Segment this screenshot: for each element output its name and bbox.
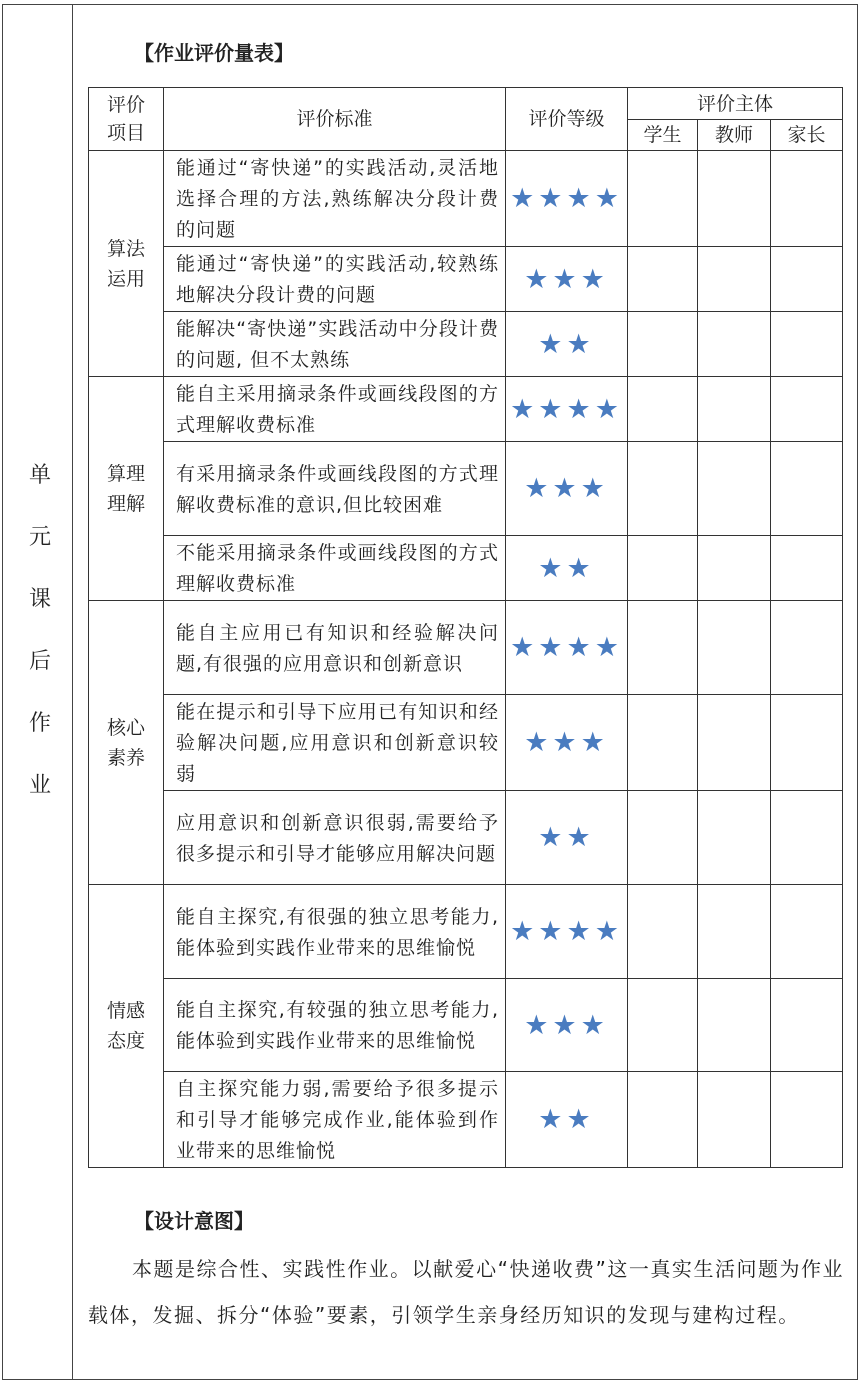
grade-stars: ★★★★ [506, 885, 628, 979]
teacher-cell[interactable] [698, 791, 771, 885]
header-grade: 评价等级 [506, 88, 628, 151]
criteria-cell: 自主探究能力弱,需要给予很多提示和引导才能够完成作业,能体验到作业带来的思维愉悦 [164, 1072, 506, 1168]
parent-cell[interactable] [771, 151, 843, 247]
column-divider [72, 4, 73, 1380]
teacher-cell[interactable] [698, 377, 771, 442]
criteria-cell: 能通过“寄快递”的实践活动,灵活地选择合理的方法,熟练解决分段计费的问题 [164, 151, 506, 247]
teacher-cell[interactable] [698, 151, 771, 247]
parent-cell[interactable] [771, 979, 843, 1072]
student-cell[interactable] [628, 979, 698, 1072]
criteria-cell: 能自主探究,有很强的独立思考能力,能体验到实践作业带来的思维愉悦 [164, 885, 506, 979]
side-char: 单 [28, 463, 51, 488]
parent-cell[interactable] [771, 791, 843, 885]
criteria-cell: 能通过“寄快递”的实践活动,较熟练地解决分段计费的问题 [164, 247, 506, 312]
header-criteria: 评价标准 [164, 88, 506, 151]
teacher-cell[interactable] [698, 979, 771, 1072]
grade-stars: ★★★ [506, 247, 628, 312]
item-label: 算法 运用 [89, 151, 164, 377]
side-char: 作 [28, 711, 51, 736]
side-label [20, 445, 60, 817]
parent-cell[interactable] [771, 695, 843, 791]
design-intent-text: 本题是综合性、实践性作业。以献爱心“快递收费”这一真实生活问题为作业载体，发掘、拆分“体验”要素，引领学生亲身经历知识的发现与建构过程。 [88, 1257, 844, 1327]
criteria-cell: 应用意识和创新意识很弱,需要给予很多提示和引导才能够应用解决问题 [164, 791, 506, 885]
student-cell[interactable] [628, 247, 698, 312]
student-cell[interactable] [628, 377, 698, 442]
student-cell[interactable] [628, 885, 698, 979]
student-cell[interactable] [628, 791, 698, 885]
grade-stars: ★★★ [506, 695, 628, 791]
grade-stars: ★★ [506, 1072, 628, 1168]
item-label: 核心 素养 [89, 601, 164, 885]
student-cell[interactable] [628, 151, 698, 247]
side-char: 业 [28, 773, 51, 798]
teacher-cell[interactable] [698, 885, 771, 979]
student-cell[interactable] [628, 442, 698, 536]
grade-stars: ★★ [506, 536, 628, 601]
parent-cell[interactable] [771, 247, 843, 312]
criteria-cell: 能自主采用摘录条件或画线段图的方式理解收费标准 [164, 377, 506, 442]
table-heading: 【作业评价量表】 [134, 41, 294, 65]
parent-cell[interactable] [771, 442, 843, 536]
grade-stars: ★★ [506, 312, 628, 377]
parent-cell[interactable] [771, 377, 843, 442]
parent-cell[interactable] [771, 312, 843, 377]
teacher-cell[interactable] [698, 442, 771, 536]
evaluation-table [88, 87, 843, 1168]
criteria-cell: 不能采用摘录条件或画线段图的方式理解收费标准 [164, 536, 506, 601]
side-char: 元 [28, 525, 51, 550]
parent-cell[interactable] [771, 1072, 843, 1168]
criteria-cell: 能自主应用已有知识和经验解决问题,有很强的应用意识和创新意识 [164, 601, 506, 695]
side-char: 课 [28, 587, 51, 612]
header-parent: 家长 [771, 120, 843, 151]
parent-cell[interactable] [771, 536, 843, 601]
header-student: 学生 [628, 120, 698, 151]
teacher-cell[interactable] [698, 312, 771, 377]
criteria-cell: 能在提示和引导下应用已有知识和经验解决问题,应用意识和创新意识较弱 [164, 695, 506, 791]
criteria-cell: 有采用摘录条件或画线段图的方式理解收费标准的意识,但比较困难 [164, 442, 506, 536]
student-cell[interactable] [628, 536, 698, 601]
parent-cell[interactable] [771, 601, 843, 695]
student-cell[interactable] [628, 695, 698, 791]
grade-stars: ★★★★ [506, 151, 628, 247]
item-label: 情感 态度 [89, 885, 164, 1168]
grade-stars: ★★★ [506, 979, 628, 1072]
side-char: 后 [28, 649, 51, 674]
criteria-cell: 能解决“寄快递”实践活动中分段计费的问题, 但不太熟练 [164, 312, 506, 377]
parent-cell[interactable] [771, 885, 843, 979]
grade-stars: ★★★★ [506, 377, 628, 442]
teacher-cell[interactable] [698, 536, 771, 601]
teacher-cell[interactable] [698, 695, 771, 791]
teacher-cell[interactable] [698, 601, 771, 695]
teacher-cell[interactable] [698, 247, 771, 312]
grade-stars: ★★★★ [506, 601, 628, 695]
header-subject: 评价主体 [628, 88, 843, 120]
item-label: 算理 理解 [89, 377, 164, 601]
header-teacher: 教师 [698, 120, 771, 151]
student-cell[interactable] [628, 312, 698, 377]
grade-stars: ★★ [506, 791, 628, 885]
criteria-cell: 能自主探究,有较强的独立思考能力,能体验到实践作业带来的思维愉悦 [164, 979, 506, 1072]
header-item: 评价 项目 [89, 88, 164, 151]
student-cell[interactable] [628, 1072, 698, 1168]
design-intent-title: 【设计意图】 [134, 1209, 254, 1233]
student-cell[interactable] [628, 601, 698, 695]
grade-stars: ★★★ [506, 442, 628, 536]
teacher-cell[interactable] [698, 1072, 771, 1168]
